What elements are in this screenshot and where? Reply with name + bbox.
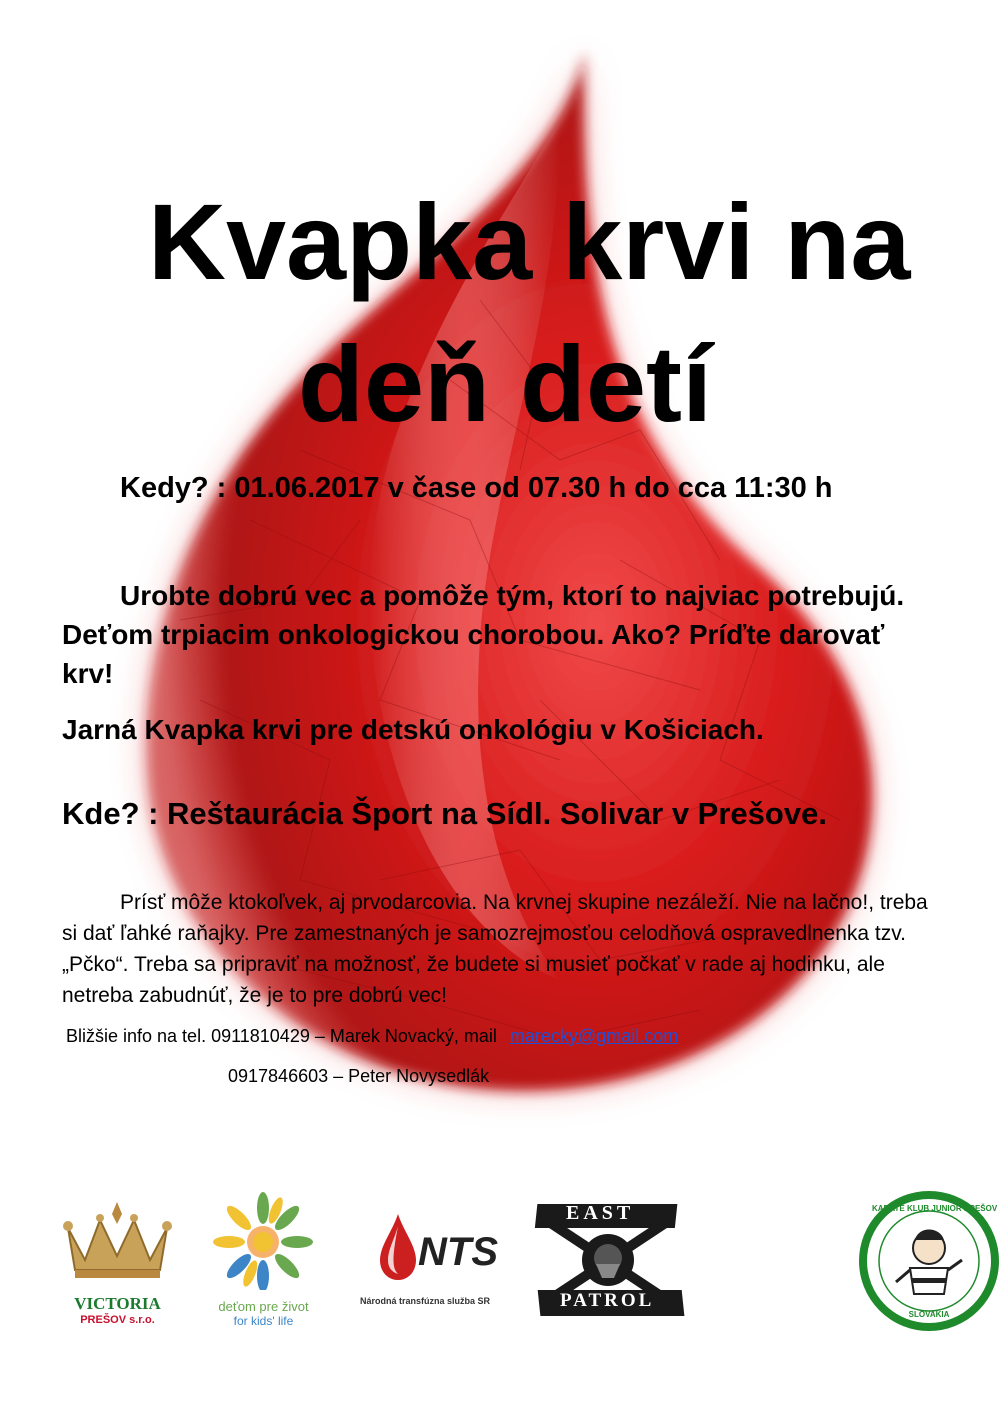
victoria-name: VICTORIA [74,1294,161,1313]
contact-phone-marek: Bližšie info na tel. 0911810429 – Marek Novacký, mail [66,1026,497,1046]
contact-line-1 [66,1026,678,1047]
crown-icon [60,1198,175,1283]
victoria-logo [60,1198,175,1326]
event-date-time: Kedy? : 01.06.2017 v čase od 07.30 h do cca 11:30 h [120,472,833,504]
info-rest: lačno!, treba si dať ľahké raňajky. Pre zamestnaných je samozrejmosťou celodňová ospravedlnenka tzv. „Pčko“. Treba sa pripraviť na možnosť, že budete si musieť počkať v rade aj hodinku, ale netreba zabudnúť, že je to pre dobrú vec! [62,891,928,1007]
contact-email-link[interactable]: marecky@gmail.com [509,1026,679,1046]
blood-drop-icon [378,1212,418,1282]
east-top: EAST [566,1202,635,1224]
contact-line-2: 0917846603 – Peter Novysedlák [228,1066,490,1086]
detom-line-2: for kids' life [233,1314,294,1328]
event-location: Kde? : Reštaurácia Šport na Sídl. Solivar v Prešove. [62,796,827,831]
detom-pre-zivot-logo [206,1190,321,1330]
info-paragraph [62,887,942,1011]
appeal-rest: potrebujú. Deťom trpiacim onkologickou chorobou. Ako? Príďte darovať krv! [62,580,905,689]
karate-klub-logo [858,1190,1000,1332]
karate-top-text: KARATE KLUB JUNIOR PREŠOV [872,1204,998,1213]
page-title-line-1: Kvapka krvi na [148,181,911,302]
sun-flower-icon [206,1190,321,1290]
nts-logo [356,1212,496,1312]
nts-caption: Národná transfúzna služba SR [360,1296,491,1306]
east-patrol-logo [528,1198,688,1320]
appeal-paragraph [62,576,942,693]
detom-line-1: deťom pre život [218,1299,309,1314]
page-title-line-2: deň detí [298,323,713,444]
nts-mark: NTS [418,1230,498,1274]
karate-bottom-text: SLOVAKIA [908,1310,950,1319]
victoria-sub: PREŠOV s.r.o. [80,1314,155,1326]
appeal-lead: Urobte dobrú vec a pomôže tým, ktorí to najviac [120,580,760,611]
campaign-line: Jarná Kvapka krvi pre detskú onkológiu v Košiciach. [62,714,764,745]
east-bottom: PATROL [560,1290,655,1311]
info-lead: Prísť môže ktokoľvek, aj prvodarcovia. Na krvnej skupine nezáleží. Nie na [120,891,807,914]
